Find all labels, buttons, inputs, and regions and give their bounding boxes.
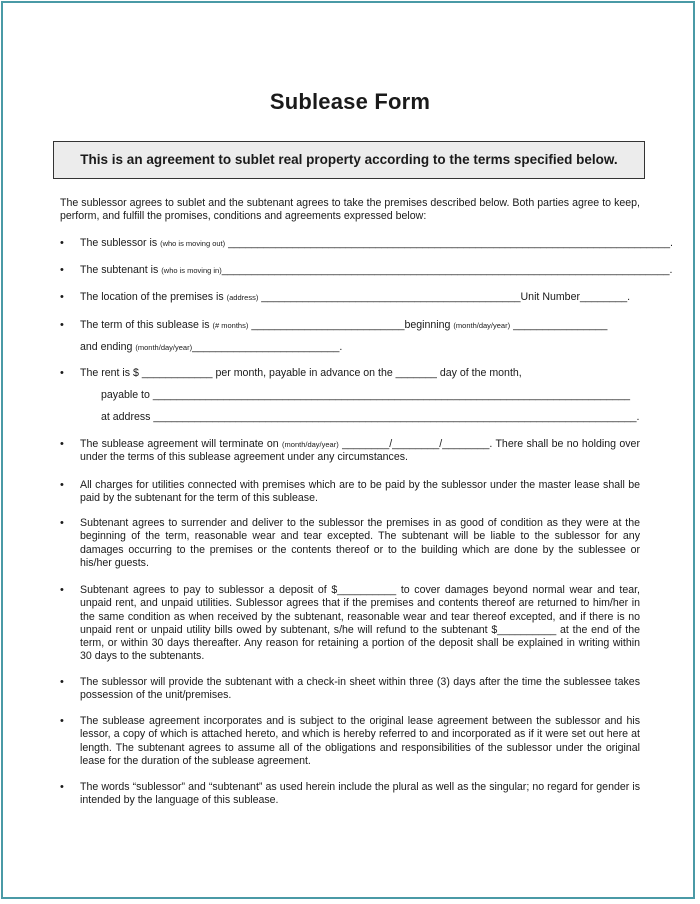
original-lease-clause: The sublease agreement incorporates and is subject to the original lease agreement between the sublessor and his lessor, a copy of which is attached hereto, and which is hereby referred to and incorporated as if it were set out here at length. The subtenant agrees to assume all of the obligations and responsibilities of the sublessor under the original lease for the duration of the sublease agreement. (80, 715, 640, 767)
beginning-hint: (month/day/year) (453, 321, 511, 330)
bullet: • (60, 715, 64, 727)
sublessor-blank[interactable]: ___________________________________________________________________________. (228, 237, 673, 249)
rent-field[interactable]: The rent is $ ____________ per month, payable in advance on the _______ day of the month, (80, 367, 522, 379)
bullet: • (60, 517, 64, 529)
intro-paragraph: The sublessor agrees to sublet and the subtenant agrees to take the premises described below. Both parties agree to keep, perform, and fulfill the promises, conditions and agreements expressed below: (60, 197, 640, 223)
location-label: The location of the premises is (80, 291, 224, 303)
bullet: • (60, 479, 64, 491)
bullet: • (60, 291, 64, 303)
bullet: • (60, 367, 64, 379)
subtenant-field[interactable] (80, 264, 672, 277)
bullet: • (60, 676, 64, 688)
subtenant-hint: (who is moving in) (161, 266, 222, 275)
ending-label: and ending (80, 341, 133, 353)
ending-field[interactable] (80, 341, 342, 354)
bullet: • (60, 584, 64, 596)
utilities-clause: All charges for utilities connected with premises which are to be paid by the sublessor under the master lease shall be paid by the subtenant for the term of this sublease. (80, 479, 640, 505)
ending-hint: (month/day/year) (135, 343, 193, 352)
bullet: • (60, 319, 64, 331)
bullet: • (60, 438, 64, 450)
bullet: • (60, 781, 64, 793)
location-blank[interactable]: ____________________________________________ (261, 291, 521, 303)
ending-blank[interactable]: _________________________. (192, 341, 343, 353)
agreement-banner: This is an agreement to sublet real property according to the terms specified below. (53, 141, 645, 179)
term-label: The term of this sublease is (80, 319, 210, 331)
deposit-clause: Subtenant agrees to pay to sublessor a deposit of $__________ to cover damages beyond normal wear and tear, unpaid rent, and unpaid utilities. Sublessor agrees that if the premises and contents thereof are returned to him/her in the same condition as when received by the subtenant, reasonable wear and tear thereof excepted, and if there is no unpaid rent or unpaid utility bills owed by subtenant, s/he will refund to the subtenant $__________ at the end of the term, or within 30 days thereafter. Any reason for retaining a portion of the deposit shall be explained in writing within 30 days to the subtenants. (80, 584, 640, 663)
subtenant-label: The subtenant is (80, 264, 159, 276)
bullet: • (60, 264, 64, 276)
payable-label: payable to (101, 389, 150, 401)
payable-field[interactable] (101, 389, 630, 402)
terminate-text-2: ________/________/________. There shall be no holding over under the terms of this sublease agreement under any circumstances. (80, 438, 640, 464)
check-in-clause: The sublessor will provide the subtenant with a check-in sheet within three (3) days after the time the sublessee takes possession of the unit/premises. (80, 676, 640, 702)
page-title: Sublease Form (269, 89, 431, 114)
unit-label: Unit Number (520, 291, 580, 303)
definitions-clause: The words “sublessor” and “subtenant” as used herein include the plural as well as the singular; no regard for gender is intended by the language of this sublease. (80, 781, 640, 807)
term-blank[interactable]: __________________________ (251, 319, 405, 331)
payable-blank[interactable]: _________________________________________________________________________________ (152, 389, 631, 401)
location-hint: (address) (226, 293, 259, 302)
term-field[interactable] (80, 319, 607, 332)
beginning-label: beginning (404, 319, 451, 331)
surrender-clause: Subtenant agrees to surrender and deliver to the sublessor the premises in as good of condition as they were at the beginning of the term, reasonable wear and tear excepted. The subtenant will be liable to the sublessor for any damages occurring to the premises or the contents thereof or to the building which are done by the sublessee or his/her guests. (80, 517, 640, 569)
sublessor-hint: (who is moving out) (160, 239, 226, 248)
address-blank[interactable]: __________________________________________________________________________________. (153, 411, 640, 423)
address-field[interactable] (101, 411, 640, 424)
terminate-text-1: The sublease agreement will terminate on (80, 438, 279, 450)
terminate-clause (80, 438, 640, 465)
terminate-hint: (month/day/year) (282, 440, 339, 449)
unit-blank[interactable]: ________. (580, 291, 631, 303)
sublessor-field[interactable] (80, 237, 673, 250)
location-field[interactable] (80, 291, 630, 304)
sublessor-label: The sublessor is (80, 237, 158, 249)
term-hint: (# months) (212, 321, 249, 330)
beginning-blank[interactable]: ________________ (513, 319, 608, 331)
address-label: at address (101, 411, 151, 423)
bullet: • (60, 237, 64, 249)
subtenant-blank[interactable]: ____________________________________________________________________________. (221, 264, 673, 276)
